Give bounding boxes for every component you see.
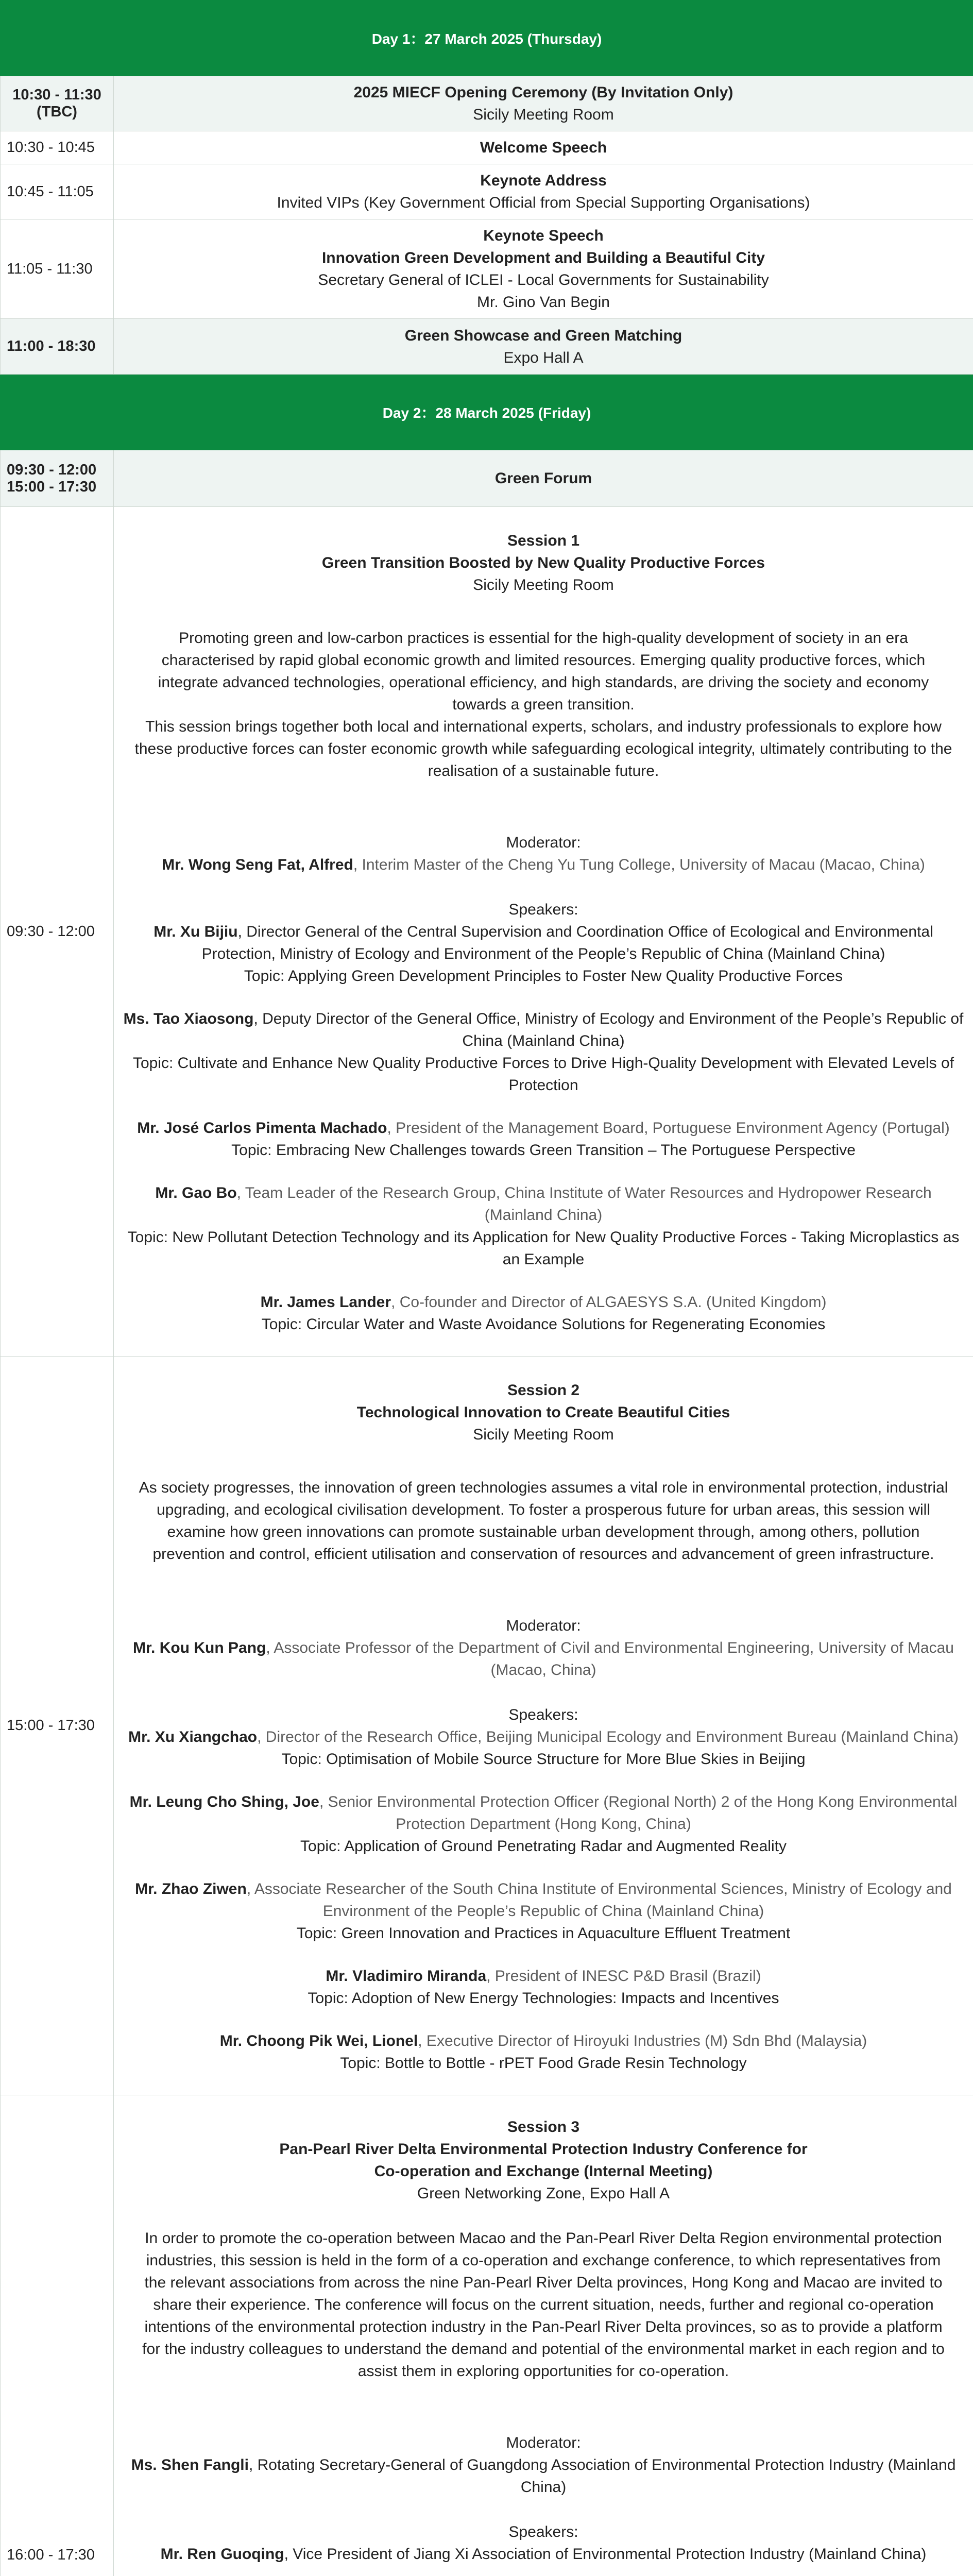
session-title: Co-operation and Exchange (Internal Meeting) <box>374 2163 713 2180</box>
moderator-label: Moderator: <box>506 834 581 851</box>
time-cell: 11:00 - 18:30 <box>1 319 114 375</box>
event-line: Secretary General of ICLEI - Local Governments for Sustainability <box>318 272 769 289</box>
session-row <box>1 2095 973 2576</box>
forum-title: Green Forum <box>114 450 973 507</box>
moderator <box>123 2454 964 2498</box>
time-cell: 10:30 - 10:45 <box>1 131 114 164</box>
time-text: 15:00 - 17:30 <box>7 478 97 495</box>
speaker-entry <box>123 2030 964 2074</box>
session-label: Session 3 <box>507 2119 580 2136</box>
keynote-address-row <box>1 164 973 219</box>
moderator-name: Mr. Wong Seng Fat, Alfred <box>162 856 353 873</box>
session-cell <box>114 1357 973 2095</box>
speaker-name: Mr. Xu Xiangchao <box>128 1728 258 1745</box>
speaker-topic: Topic: Application of Ground Penetrating Radar and Augmented Reality <box>300 1838 787 1855</box>
speaker-topic: Topic: Embracing New Challenges towards Green Transition – The Portuguese Perspective <box>231 1142 856 1159</box>
green-forum-row <box>1 450 973 507</box>
session-label: Session 1 <box>507 532 580 549</box>
time-note: (TBC) <box>37 104 77 120</box>
event-cell <box>114 131 973 164</box>
speaker-role: , Senior Environmental Protection Officer (Regional North) 2 of the Hong Kong Environmental Protection Department (Hong Kong, China) <box>319 1793 958 1833</box>
session-label: Session 2 <box>507 1382 580 1399</box>
speaker-name: Mr. Xu Bijiu <box>153 923 238 940</box>
speaker-role: , President of INESC P&D Brasil (Brazil) <box>486 1968 761 1985</box>
moderator-name: Ms. Shen Fangli <box>131 2456 249 2473</box>
event-cell <box>114 319 973 375</box>
speaker-role: , Deputy Director of the General Office, Ministry of Ecology and Environment of the People’s Republic of China (Mainland China) <box>253 1010 964 1049</box>
time-cell: 11:05 - 11:30 <box>1 219 114 319</box>
event-venue: Sicily Meeting Room <box>473 106 614 123</box>
moderator-role: , Interim Master of the Cheng Yu Tung College, University of Macau (Macao, China) <box>353 856 925 873</box>
speaker-topic: Topic: Applying Green Development Principles to Foster New Quality Productive Forces <box>244 968 843 985</box>
speaker-role: , Director of the Research Office, Beijing Municipal Ecology and Environment Bureau (Mainland China) <box>257 1728 959 1745</box>
speaker-role: , Director General of the Central Supervision and Coordination Office of Ecological and Environmental Protection, Ministry of Ecology and Environment of the People’s Republic of China (Mainland China) <box>201 923 933 962</box>
speaker-name: Mr. Ren Guoqing <box>160 2546 284 2563</box>
event-title: Keynote Address <box>480 172 607 189</box>
session-row <box>1 507 973 1357</box>
session-venue: Sicily Meeting Room <box>473 1426 614 1443</box>
speaker-name: Mr. James Lander <box>260 1294 391 1311</box>
session-title: Green Transition Boosted by New Quality Productive Forces <box>321 554 765 571</box>
time-cell <box>1 450 114 507</box>
event-title: Welcome Speech <box>480 139 607 156</box>
time-cell: 16:00 - 17:30 <box>1 2095 114 2576</box>
speaker-role: , Vice President of Jiang Xi Association of Environmental Protection Industry (Mainland China) <box>284 2546 927 2563</box>
time-text: 10:30 - 11:30 <box>12 87 101 103</box>
session-intro: As society progresses, the innovation of green technologies assumes a vital role in environmental protection, industrial upgrading, and ecological civilisation development. To foster a prosperous future for urban areas, this session will examine how green innovations can promote sustainable urban development through, among others, pollution prevention and control, efficient utilisation and conservation of resources and advancement of green infrastructure. <box>139 1479 948 1563</box>
session-title: Technological Innovation to Create Beautiful Cities <box>356 1404 730 1421</box>
moderator-label: Moderator: <box>506 2434 581 2451</box>
speaker-name: Mr. Choong Pik Wei, Lionel <box>219 2032 418 2049</box>
speaker-role: , President of the Management Board, Portuguese Environment Agency (Portugal) <box>387 1120 950 1137</box>
event-line: Invited VIPs (Key Government Official from Special Supporting Organisations) <box>277 194 810 211</box>
day2-header-row <box>1 375 973 450</box>
speaker-topic: Topic: New Pollutant Detection Technology and its Application for New Quality Productive Forces - Taking Microplastics as an Example <box>127 1229 960 1268</box>
event-cell <box>114 219 973 319</box>
speaker-topic: Topic: Cultivate and Enhance New Quality Productive Forces to Drive High-Quality Development with Elevated Levels of Protection <box>132 1055 954 1094</box>
time-cell: 15:00 - 17:30 <box>1 1357 114 2095</box>
event-cell <box>114 76 973 131</box>
session-cell <box>114 507 973 1357</box>
speaker-entry <box>123 1726 964 1770</box>
event-venue: Expo Hall A <box>503 349 584 366</box>
speaker-topic: Topic: Optimisation of Mobile Source Structure for More Blue Skies in Beijing <box>281 1751 806 1768</box>
day1-header-row <box>1 1 973 76</box>
moderator-name: Mr. Kou Kun Pang <box>133 1639 266 1656</box>
time-cell: 10:45 - 11:05 <box>1 164 114 219</box>
speaker-topic: Topic: Adoption of New Energy Technologies: Impacts and Incentives <box>308 1990 779 2007</box>
speakers-label: Speakers: <box>508 1706 578 1723</box>
speaker-entry <box>123 1878 964 1944</box>
speaker-entry <box>123 921 964 987</box>
moderator-label: Moderator: <box>506 1617 581 1634</box>
session-venue: Green Networking Zone, Expo Hall A <box>417 2185 670 2202</box>
time-text: 09:30 - 12:00 <box>7 461 97 478</box>
moderator-role: , Associate Professor of the Department of Civil and Environmental Engineering, University of Macau (Macao, China) <box>266 1639 954 1679</box>
speakers-label: Speakers: <box>508 2523 578 2540</box>
session-venue: Sicily Meeting Room <box>473 577 614 594</box>
speaker-name: Mr. Zhao Ziwen <box>135 1880 247 1897</box>
event-line: Mr. Gino Van Begin <box>477 294 610 311</box>
speakers-label: Speakers: <box>508 901 578 918</box>
speaker-role: , Executive Director of Hiroyuki Industries (M) Sdn Bhd (Malaysia) <box>418 2032 867 2049</box>
speaker-name: Mr. Gao Bo <box>155 1184 237 1201</box>
day2-header: Day 2：28 March 2025 (Friday) <box>1 375 973 450</box>
session-intro: This session brings together both local and international experts, scholars, and industry professionals to explore how these productive forces can foster economic growth while safeguarding ecological integrity, ultimately contributing to the realisation of a sustainable future. <box>134 718 952 779</box>
session-title: Pan-Pearl River Delta Environmental Protection Industry Conference for <box>279 2141 808 2158</box>
session-intro: In order to promote the co-operation between Macao and the Pan-Pearl River Delta Region environmental protection industries, this session is held in the form of a co-operation and exchange conference, to which representatives from the relevant associations from across the nine Pan-Pearl River Delta provinces, Hong Kong and Macao are invited to share their experience. The conference will focus on the current situation, needs, further and regional co-operation intentions of the environmental protection industry in the Pan-Pearl River Delta provinces, so as to provide a platform for the industry colleagues to understand the demand and potential of the environmental market in each region and to assist them in exploring opportunities for co-operation. <box>142 2230 945 2380</box>
speaker-topic: Topic: Green Innovation and Practices in Aquaculture Effluent Treatment <box>296 1925 791 1942</box>
moderator <box>123 1637 964 1681</box>
event-subtitle: Innovation Green Development and Building a Beautiful City <box>321 249 765 266</box>
speaker-role: , Associate Researcher of the South China Institute of Environmental Sciences, Ministry of Ecology and Environment of the People’s Republic of China (Mainland China) <box>246 1880 952 1920</box>
speaker-role: , Co-founder and Director of ALGAESYS S.A. (United Kingdom) <box>391 1294 827 1311</box>
speaker-entry <box>123 1008 964 1096</box>
time-cell: 09:30 - 12:00 <box>1 507 114 1357</box>
speaker-role: , Team Leader of the Research Group, China Institute of Water Resources and Hydropower Research (Mainland China) <box>236 1184 932 1224</box>
moderator <box>123 854 964 876</box>
speaker-topic: Topic: Bottle to Bottle - rPET Food Grade Resin Technology <box>340 2055 747 2072</box>
green-showcase-row <box>1 319 973 375</box>
speaker-entry <box>123 2543 964 2565</box>
session-intro: Promoting green and low-carbon practices is essential for the high-quality development of society in an era characterised by rapid global economic growth and limited resources. Emerging quality productive forces, which integrate advanced technologies, operational efficiency, and high standards, are driving the society and economy towards a green transition. <box>158 630 929 713</box>
speaker-entry <box>123 1291 964 1335</box>
speaker-entry <box>123 1117 964 1161</box>
session-cell <box>114 2095 973 2576</box>
time-cell <box>1 76 114 131</box>
speaker-entry <box>123 1791 964 1857</box>
moderator-role: , Rotating Secretary-General of Guangdong Association of Environmental Protection Industry (Mainland China) <box>248 2456 956 2496</box>
speaker-name: Mr. José Carlos Pimenta Machado <box>137 1120 387 1137</box>
speaker-name: Mr. Leung Cho Shing, Joe <box>129 1793 319 1810</box>
opening-ceremony-row <box>1 76 973 131</box>
session-row <box>1 1357 973 2095</box>
speaker-name: Ms. Tao Xiaosong <box>123 1010 254 1027</box>
speaker-entry <box>123 1965 964 2009</box>
event-cell <box>114 164 973 219</box>
event-title: Green Showcase and Green Matching <box>404 327 682 344</box>
welcome-speech-row <box>1 131 973 164</box>
event-title: Keynote Speech <box>483 227 604 244</box>
speaker-topic: Topic: Circular Water and Waste Avoidance Solutions for Regenerating Economies <box>261 1316 826 1333</box>
event-title: 2025 MIECF Opening Ceremony (By Invitation Only) <box>353 84 733 101</box>
speaker-entry <box>123 1182 964 1270</box>
day1-header: Day 1：27 March 2025 (Thursday) <box>1 1 973 76</box>
speaker-name: Mr. Vladimiro Miranda <box>326 1968 487 1985</box>
keynote-speech-row <box>1 219 973 319</box>
